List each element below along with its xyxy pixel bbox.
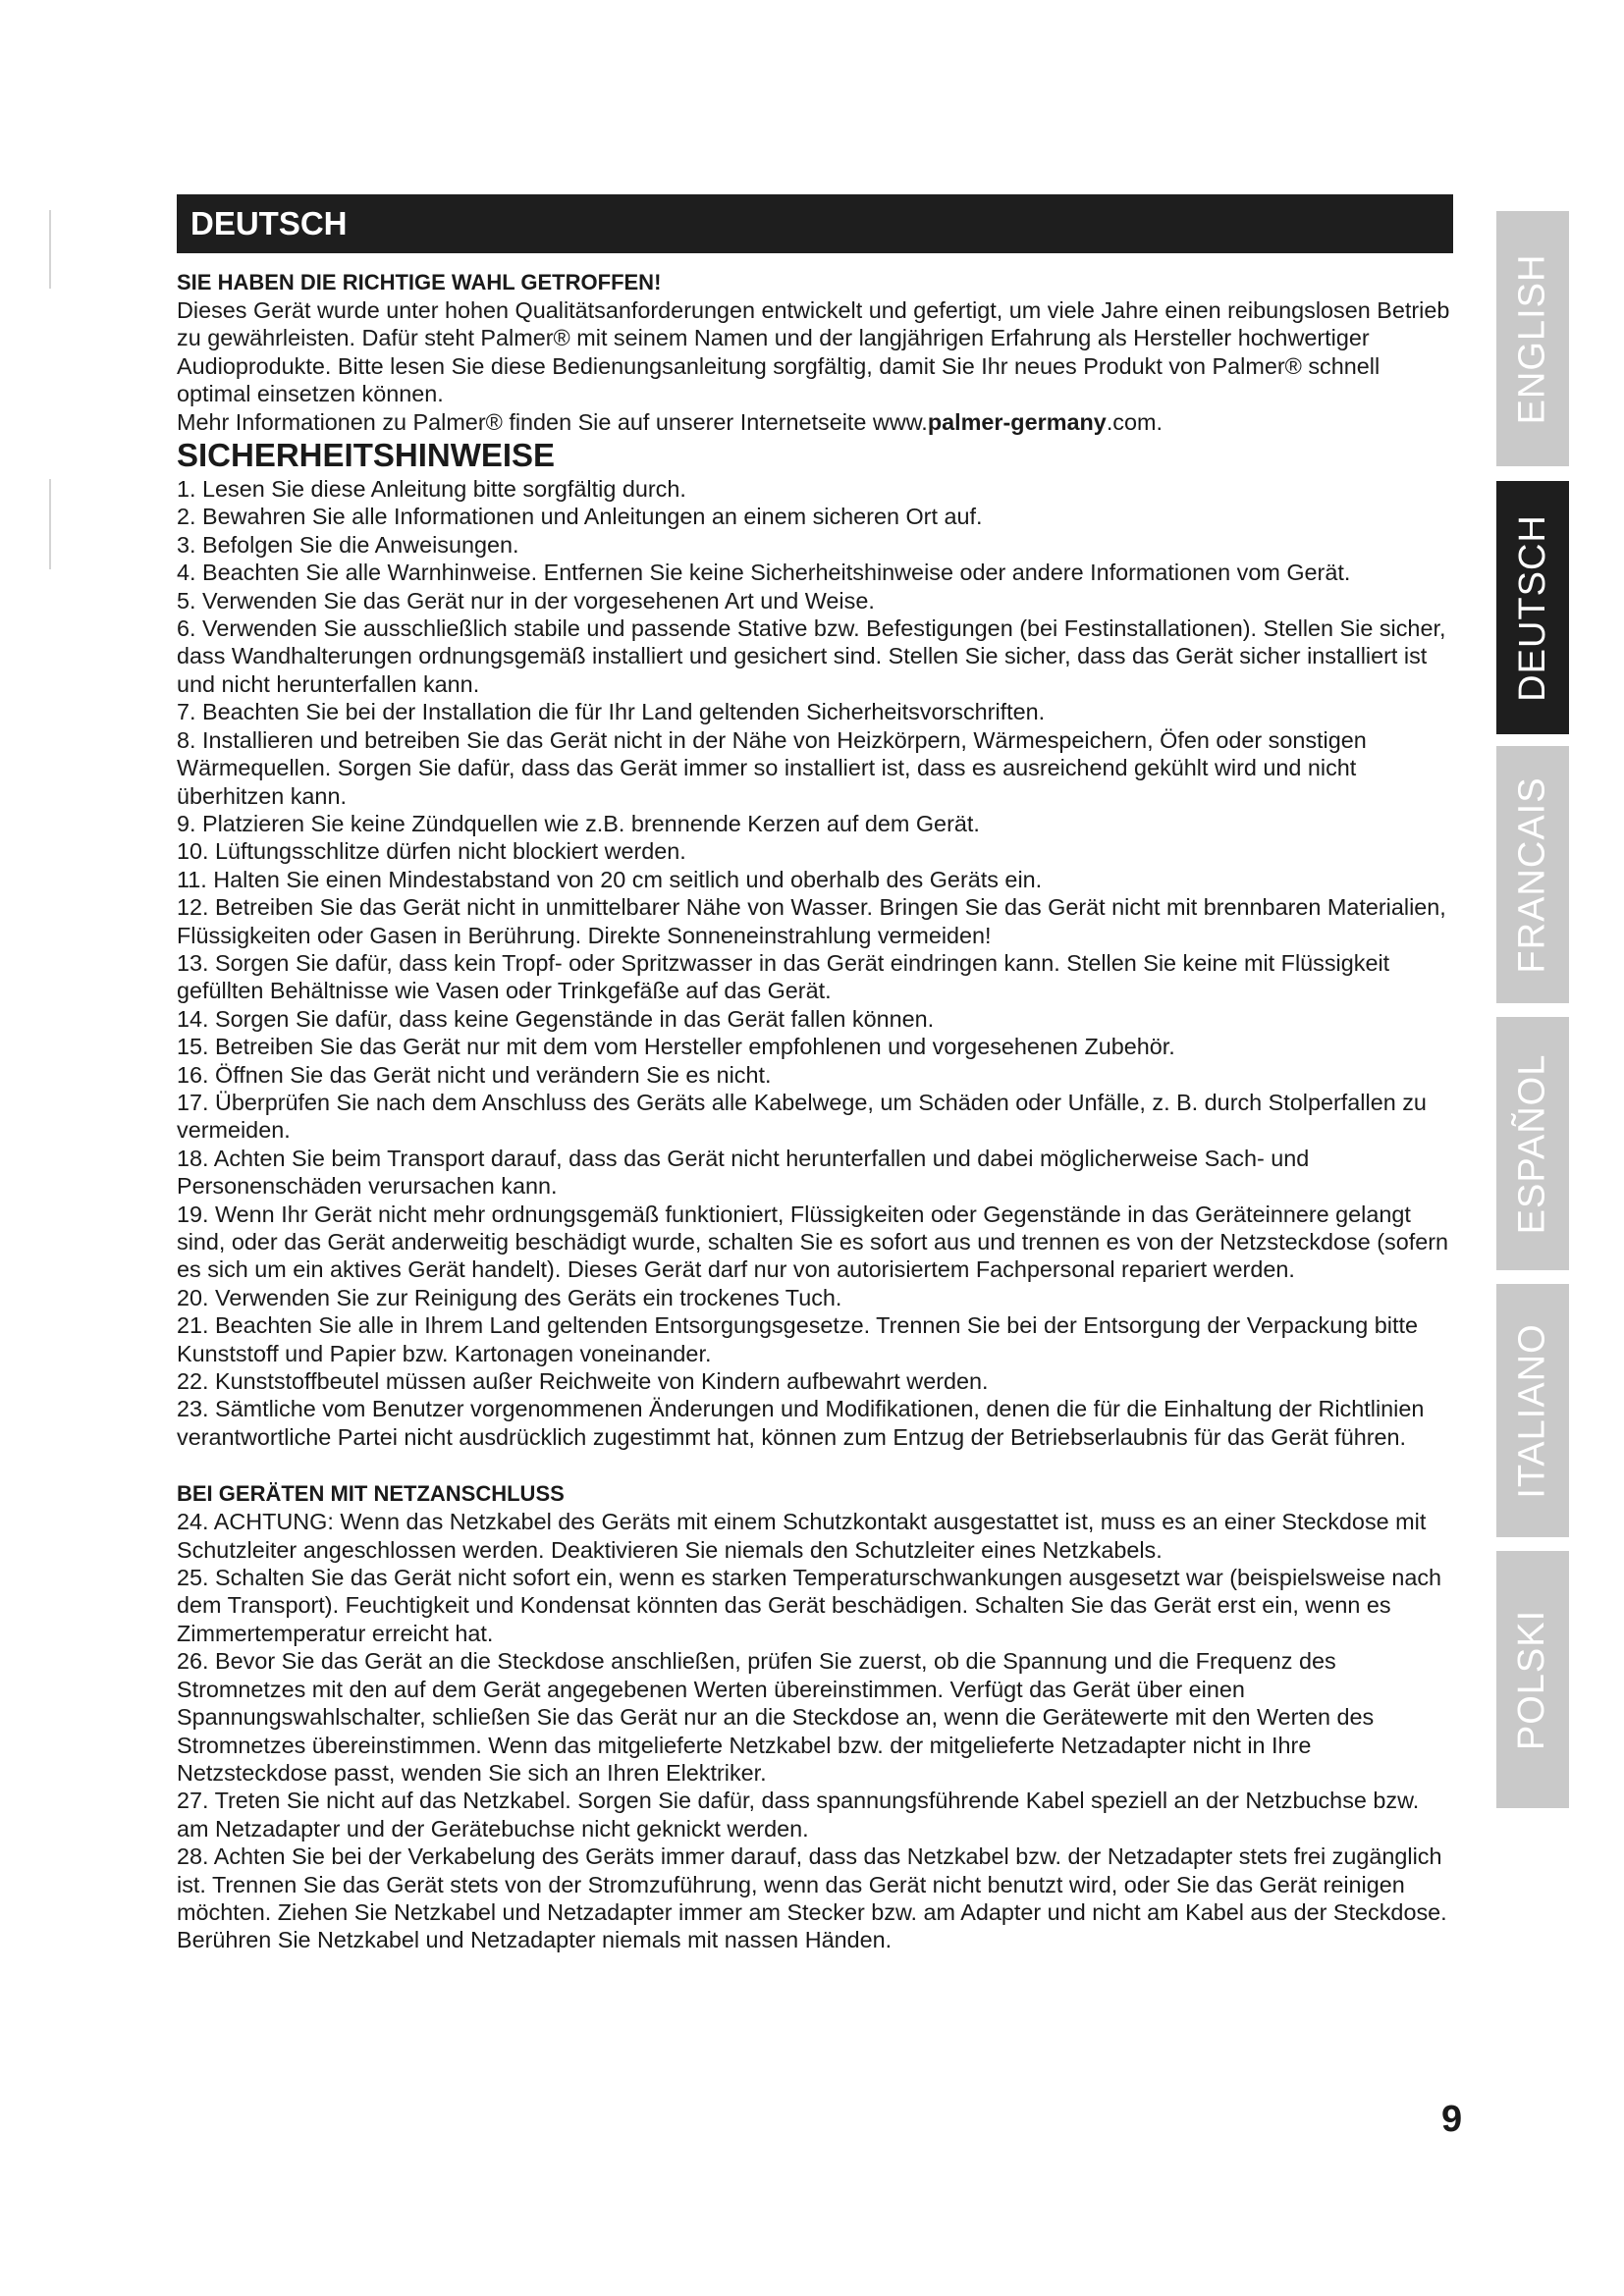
list-item: 15. Betreiben Sie das Gerät nur mit dem vom Hersteller empfohlenen und vorgesehenen Zubehör. bbox=[177, 1034, 1175, 1060]
list-item: 7. Beachten Sie bei der Installation die für Ihr Land geltenden Sicherheitsvorschriften. bbox=[177, 699, 1046, 725]
tab-italiano-label: ITALIANO bbox=[1511, 1322, 1553, 1499]
list-item: 10. Lüftungsschlitze dürfen nicht blockiert werden. bbox=[177, 838, 686, 865]
list-item: 6. Verwenden Sie ausschließlich stabile und passende Stative bzw. Befestigungen (bei Festinstallationen). Stellen Sie sicher, dass Wandhalterungen ordnungsgemäß installiert und gesichert sind. Stellen Sie sicher, dass das Gerät sicher installiert ist und nicht herunterfallen kann. bbox=[177, 615, 1446, 697]
safety-heading: SICHERHEITSHINWEISE bbox=[177, 437, 556, 474]
tab-deutsch-label: DEUTSCH bbox=[1511, 513, 1553, 702]
margin-mark-top bbox=[49, 210, 51, 289]
list-item: 24. ACHTUNG: Wenn das Netzkabel des Geräts mit einem Schutzkontakt ausgestattet ist, muss es an einer Steckdose mit Schutzleiter angeschlossen werden. Deaktivieren Sie niemals den Schutzleiter eines Netzkabels. bbox=[177, 1509, 1427, 1563]
tab-italiano[interactable] bbox=[1496, 1284, 1569, 1537]
list-item: 26. Bevor Sie das Gerät an die Steckdose anschließen, prüfen Sie zuerst, ob die Spannung und die Frequenz des Stromnetzes mit den auf dem Gerät angegebenen Werten übereinstimmen. Verfügt das Gerät über einen Spannungswahlschalter, schließen Sie das Gerät nur an die Steckdose an, wenn die Gerätewerte mit den Werten des Stromnetzes übereinstimmen. Wenn das mitgelieferte Netzkabel bzw. der mitgelieferte Netzadapter nicht in Ihre Netzsteckdose passt, wenden Sie sich an Ihren Elektriker. bbox=[177, 1648, 1375, 1786]
list-item: 20. Verwenden Sie zur Reinigung des Geräts ein trockenes Tuch. bbox=[177, 1284, 842, 1310]
tab-english[interactable] bbox=[1496, 211, 1569, 466]
tab-espanol-label: ESPAÑOL bbox=[1511, 1053, 1553, 1234]
intro-text: Dieses Gerät wurde unter hohen Qualitätsanforderungen entwickelt und gefertigt, um viele Jahre einen reibungslosen Betrieb zu gewährleisten. Dafür steht Palmer® mit seinem Namen und der langjährigen Erfahrung als Hersteller hochwertiger Audioprodukte. Bitte lesen Sie diese Bedienungsanleitung sorgfältig, damit Sie Ihr neues Produkt von Palmer® schnell optimal einsetzen können. bbox=[177, 297, 1450, 407]
list-item: 3. Befolgen Sie die Anweisungen. bbox=[177, 531, 519, 558]
list-item: 21. Beachten Sie alle in Ihrem Land geltenden Entsorgungsgesetze. Trennen Sie bei der Entsorgung der Verpackung bitte Kunststoff und Papier bzw. Kartonagen voneinander. bbox=[177, 1312, 1418, 1366]
list-item: 19. Wenn Ihr Gerät nicht mehr ordnungsgemäß funktioniert, Flüssigkeiten oder Gegenstände in das Geräteinnere gelangt sind, oder das Gerät anderweitig beschädigt wurde, schalten Sie es sofort aus und trennen es von der Netzsteckdose (sofern es sich um ein aktives Gerät handelt). Dieses Gerät darf nur von autorisiertem Fachpersonal repariert werden. bbox=[177, 1201, 1449, 1283]
mains-list bbox=[177, 1508, 1453, 1954]
margin-mark-middle bbox=[49, 479, 51, 569]
list-item: 16. Öffnen Sie das Gerät nicht und verändern Sie es nicht. bbox=[177, 1061, 772, 1088]
list-item: 17. Überprüfen Sie nach dem Anschluss des Geräts alle Kabelwege, um Schäden oder Unfälle, z. B. durch Stolperfallen zu vermeiden. bbox=[177, 1089, 1427, 1144]
tab-francais-label: FRANCAIS bbox=[1511, 775, 1553, 974]
page-number: 9 bbox=[1441, 2099, 1463, 2140]
list-item: 11. Halten Sie einen Mindestabstand von 20 cm seitlich und oberhalb des Geräts ein. bbox=[177, 866, 1043, 892]
list-item: 13. Sorgen Sie dafür, dass kein Tropf- oder Spritzwasser in das Gerät eindringen kann. Stellen Sie keine mit Flüssigkeit gefüllten Behältnisse wie Vasen oder Trinkgefäße auf das Gerät. bbox=[177, 949, 1390, 1004]
website-link[interactable]: palmer-germany bbox=[927, 408, 1107, 435]
intro-heading: SIE HABEN DIE RICHTIGE WAHL GETROFFEN! bbox=[177, 270, 662, 294]
list-item: 18. Achten Sie beim Transport darauf, dass das Gerät nicht herunterfallen und dabei möglicherweise Sach- und Personenschäden verursachen kann. bbox=[177, 1145, 1310, 1200]
list-item: 4. Beachten Sie alle Warnhinweise. Entfernen Sie keine Sicherheitshinweise oder andere Informationen vom Gerät. bbox=[177, 560, 1351, 586]
more-info-suffix: .com. bbox=[1106, 408, 1163, 435]
list-item: 12. Betreiben Sie das Gerät nicht in unmittelbarer Nähe von Wasser. Bringen Sie das Gerät nicht mit brennbaren Materialien, Flüssigkeiten oder Gasen in Berührung. Direkte Sonneneinstrahlung vermeiden! bbox=[177, 894, 1446, 948]
list-item: 14. Sorgen Sie dafür, dass keine Gegenstände in das Gerät fallen können. bbox=[177, 1005, 935, 1032]
tab-polski-label: POLSKI bbox=[1511, 1609, 1553, 1750]
list-item: 23. Sämtliche vom Benutzer vorgenommenen Änderungen und Modifikationen, denen die für die Einhaltung der Richtlinien verantwortliche Partei nicht ausdrücklich zugestimmt hat, können zum Entzug der Betriebserlaubnis für das Gerät führen. bbox=[177, 1396, 1425, 1450]
list-item: 27. Treten Sie nicht auf das Netzkabel. Sorgen Sie dafür, dass spannungsführende Kabel speziell an der Netzbuchse bzw. am Netzadapter und der Gerätebuchse nicht geknickt werden. bbox=[177, 1788, 1420, 1842]
list-item: 8. Installieren und betreiben Sie das Gerät nicht in der Nähe von Heizkörpern, Wärmespeichern, Öfen oder sonstigen Wärmequellen. Sorgen Sie dafür, dass das Gerät immer so installiert ist, dass es ausreichend gekühlt wird und nicht überhitzen kann. bbox=[177, 726, 1367, 809]
mains-heading: BEI GERÄTEN MIT NETZANSCHLUSS bbox=[177, 1481, 565, 1507]
list-item: 28. Achten Sie bei der Verkabelung des Geräts immer darauf, dass das Netzkabel bzw. der Netzadapter stets frei zugänglich ist. Trennen Sie das Gerät stets von der Stromzuführung, wenn das Gerät nicht benutzt wird, oder Sie das Gerät reinigen möchten. Ziehen Sie Netzkabel und Netzadapter immer am Stecker bzw. am Adapter und nicht am Kabel aus der Steckdose. Berühren Sie Netzkabel und Netzadapter niemals mit nassen Händen. bbox=[177, 1843, 1447, 1953]
more-info-prefix: Mehr Informationen zu Palmer® finden Sie auf unserer Internetseite www. bbox=[177, 408, 928, 435]
list-item: 9. Platzieren Sie keine Zündquellen wie z.B. brennende Kerzen auf dem Gerät. bbox=[177, 810, 980, 836]
tab-english-label: ENGLISH bbox=[1511, 253, 1553, 424]
list-item: 1. Lesen Sie diese Anleitung bitte sorgfältig durch. bbox=[177, 476, 686, 503]
tab-espanol[interactable] bbox=[1496, 1017, 1569, 1270]
tab-polski[interactable] bbox=[1496, 1551, 1569, 1808]
list-item: 25. Schalten Sie das Gerät nicht sofort ein, wenn es starken Temperaturschwankungen ausgesetzt war (beispielsweise nach dem Transport). Feuchtigkeit und Kondensat könnten das Gerät beschädigen. Schalten Sie das Gerät erst ein, wenn es Zimmertemperatur erreicht hat. bbox=[177, 1565, 1442, 1646]
section-title-bar bbox=[177, 194, 1453, 253]
list-item: 5. Verwenden Sie das Gerät nur in der vorgesehenen Art und Weise. bbox=[177, 587, 875, 614]
section-title: DEUTSCH bbox=[190, 205, 348, 241]
safety-list bbox=[177, 475, 1453, 1451]
tab-deutsch[interactable] bbox=[1496, 481, 1569, 734]
main-content bbox=[177, 269, 1453, 1954]
list-item: 22. Kunststoffbeutel müssen außer Reichweite von Kindern aufbewahrt werden. bbox=[177, 1368, 989, 1395]
tab-francais[interactable] bbox=[1496, 746, 1569, 1003]
more-info-line bbox=[177, 408, 1453, 436]
list-item: 2. Bewahren Sie alle Informationen und Anleitungen an einem sicheren Ort auf. bbox=[177, 504, 983, 530]
